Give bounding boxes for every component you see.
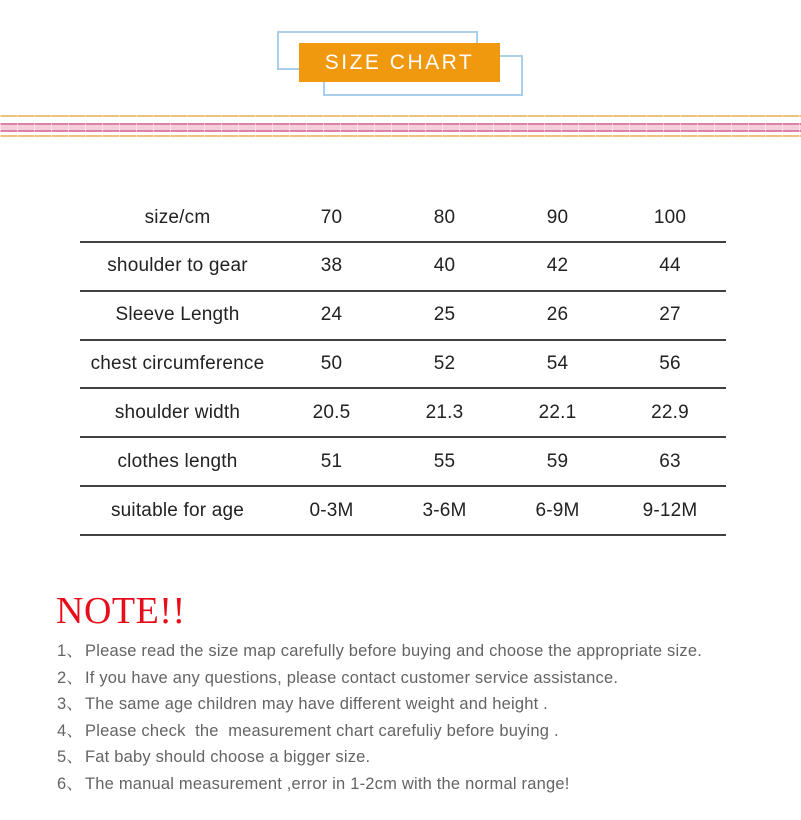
table-row: [80, 242, 726, 291]
cell-value: 3-6M: [388, 486, 501, 535]
note-number: 5、: [57, 748, 84, 767]
table-row: [80, 486, 726, 535]
note-heading: NOTE!!: [56, 590, 186, 632]
note-text: The manual measurement ,error in 1-2cm with the normal range!: [85, 774, 570, 793]
banner-title-box: [299, 43, 500, 82]
table-row: [80, 291, 726, 340]
cell-value: 100: [614, 195, 726, 242]
cell-value: 90: [501, 195, 614, 242]
table-row: [80, 340, 726, 389]
note-text: The same age children may have different weight and height .: [85, 695, 548, 714]
row-label: shoulder width: [80, 388, 275, 437]
note-text: If you have any questions, please contact customer service assistance.: [85, 668, 619, 687]
note-item: [57, 770, 757, 797]
ribbon-weave-overlay: [0, 115, 801, 137]
cell-value: 0-3M: [275, 486, 388, 535]
cell-value: 26: [501, 291, 614, 340]
table-row: [80, 388, 726, 437]
cell-value: 54: [501, 340, 614, 389]
row-label: suitable for age: [80, 486, 275, 535]
cell-value: 6-9M: [501, 486, 614, 535]
cell-value: 22.1: [501, 388, 614, 437]
cell-value: 20.5: [275, 388, 388, 437]
row-label: chest circumference: [80, 340, 275, 389]
cell-value: 9-12M: [614, 486, 726, 535]
cell-value: 27: [614, 291, 726, 340]
row-label: shoulder to gear: [80, 242, 275, 291]
cell-value: 52: [388, 340, 501, 389]
cell-value: 70: [275, 195, 388, 242]
note-item: [57, 637, 757, 664]
cell-value: 24: [275, 291, 388, 340]
row-label: Sleeve Length: [80, 291, 275, 340]
cell-value: 59: [501, 437, 614, 486]
note-item: [57, 717, 757, 744]
note-number: 4、: [57, 721, 84, 740]
cell-value: 42: [501, 242, 614, 291]
cell-value: 50: [275, 340, 388, 389]
table-row: [80, 437, 726, 486]
notes-list: [57, 637, 757, 797]
cell-value: 56: [614, 340, 726, 389]
row-label: size/cm: [80, 195, 275, 242]
cell-value: 55: [388, 437, 501, 486]
cell-value: 21.3: [388, 388, 501, 437]
cell-value: 80: [388, 195, 501, 242]
cell-value: 40: [388, 242, 501, 291]
note-number: 1、: [57, 642, 84, 660]
note-number: 3、: [57, 695, 84, 714]
note-text: Please check the measurement chart carefuliy before buying .: [85, 721, 559, 740]
note-text: Please read the size map carefully before buying and choose the appropriate size.: [85, 642, 702, 660]
cell-value: 63: [614, 437, 726, 486]
note-item: [57, 743, 757, 770]
size-table: [80, 195, 726, 536]
row-label: clothes length: [80, 437, 275, 486]
cell-value: 38: [275, 242, 388, 291]
cell-value: 44: [614, 242, 726, 291]
note-number: 6、: [57, 774, 84, 793]
banner-title: SIZE CHART: [324, 50, 475, 74]
decorative-ribbon: [0, 115, 801, 138]
note-number: 2、: [57, 668, 84, 687]
note-item: [57, 664, 757, 691]
table-row: [80, 195, 726, 242]
cell-value: 51: [275, 437, 388, 486]
cell-value: 22.9: [614, 388, 726, 437]
note-item: [57, 690, 757, 717]
cell-value: 25: [388, 291, 501, 340]
note-text: Fat baby should choose a bigger size.: [85, 748, 371, 767]
